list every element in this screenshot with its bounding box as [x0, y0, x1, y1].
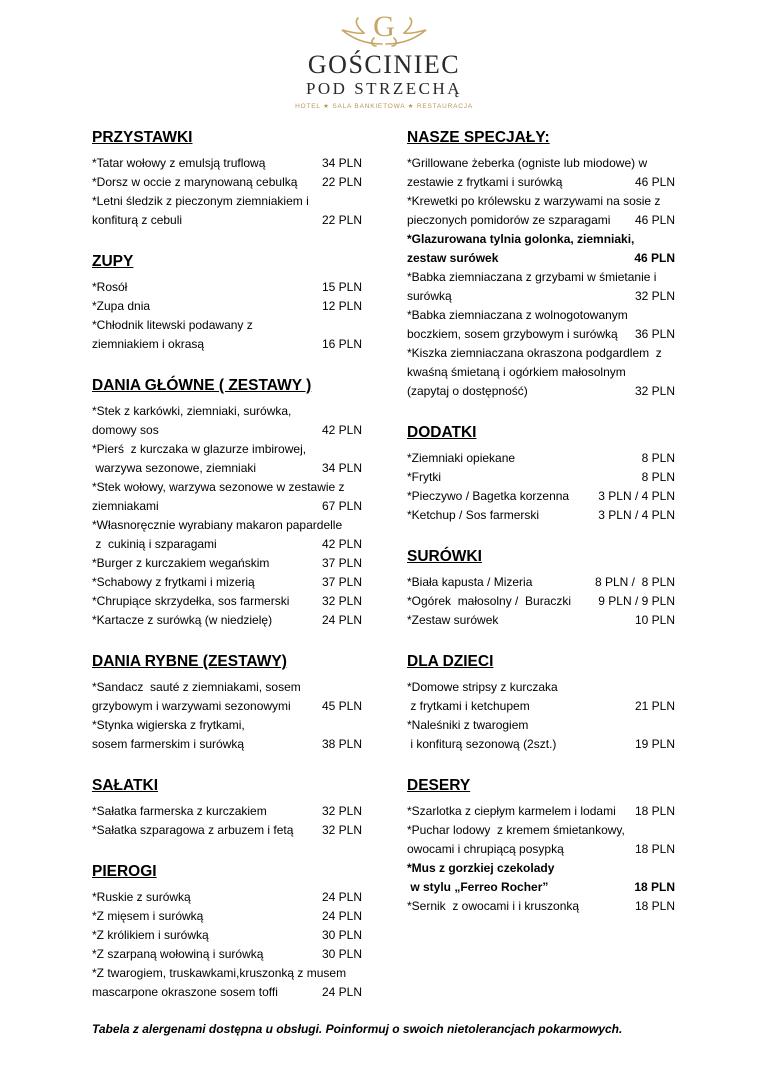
- menu-section: [407, 652, 675, 754]
- menu-item-price: 24 PLN: [321, 985, 362, 999]
- menu-item-price: 24 PLN: [321, 890, 362, 904]
- menu-item: [407, 449, 675, 468]
- menu-item-price: 18 PLN: [634, 880, 675, 894]
- menu-item-name: ziemniakami: [92, 499, 159, 513]
- menu-item-price: 42 PLN: [321, 423, 362, 437]
- section-title: DLA DZIECI: [407, 653, 494, 670]
- menu-item-name: zestawie z frytkami i surówką: [407, 175, 563, 189]
- menu-item-name: zestaw surówek: [407, 251, 499, 265]
- menu-section: [407, 547, 675, 630]
- menu-item-name: *Zestaw surówek: [407, 613, 499, 627]
- menu-item-name: *Schabowy z frytkami i mizerią: [92, 575, 255, 589]
- menu-item: [92, 907, 362, 926]
- menu-item: [92, 154, 362, 173]
- section-title: SURÓWKI: [407, 548, 482, 565]
- menu-item-price: 21 PLN: [634, 699, 675, 713]
- menu-item: [92, 554, 362, 573]
- menu-item-name: *Ziemniaki opiekane: [407, 451, 516, 465]
- menu-item: [407, 506, 675, 525]
- menu-item-name: *Kartacze z surówką (w niedzielę): [92, 613, 273, 627]
- section-title: DANIA GŁÓWNE ( ZESTAWY ): [92, 377, 312, 394]
- menu-item-name: surówką: [407, 289, 452, 303]
- menu-item: [92, 716, 362, 754]
- menu-item-name: *Puchar lodowy z kremem śmietankowy,: [407, 823, 625, 837]
- menu-item-price: 45 PLN: [321, 699, 362, 713]
- menu-item-name: *Ketchup / Sos farmerski: [407, 508, 540, 522]
- menu-item-name: warzywa sezonowe, ziemniaki: [92, 461, 257, 475]
- menu-item: [407, 802, 675, 821]
- menu-item-name: *Glazurowana tylnia golonka, ziemniaki,: [407, 232, 635, 246]
- menu-item-name: *Frytki: [407, 470, 441, 484]
- menu-section: [407, 776, 675, 916]
- menu-item-name: *Z królikiem i surówką: [92, 928, 209, 942]
- menu-item-price: 3 PLN / 4 PLN: [598, 489, 675, 503]
- logo-letter: G: [373, 10, 395, 43]
- menu-item: [407, 592, 675, 611]
- menu-item-name: i konfiturą sezonową (2szt.): [407, 737, 557, 751]
- menu-section: [92, 128, 362, 230]
- menu-column-right: [407, 128, 675, 938]
- menu-item-name: *Biała kapusta / Mizeria: [407, 575, 533, 589]
- menu-item-name: pieczonych pomidorów ze szparagami: [407, 213, 611, 227]
- menu-item-name: *Grillowane żeberka (ogniste lub miodowe) w: [407, 156, 648, 170]
- menu-item: [92, 573, 362, 592]
- menu-item-price: 19 PLN: [634, 737, 675, 751]
- menu-section: [407, 128, 675, 401]
- menu-item: [407, 192, 675, 230]
- menu-item-name: *Chrupiące skrzydełka, sos farmerski: [92, 594, 290, 608]
- menu-item-name: *Stek wołowy, warzywa sezonowe w zestawie z: [92, 480, 345, 494]
- menu-item: [92, 592, 362, 611]
- menu-item-name: *Z szarpaną wołowiną i surówką: [92, 947, 264, 961]
- menu-item-price: 22 PLN: [321, 175, 362, 189]
- menu-item-price: 24 PLN: [321, 909, 362, 923]
- menu-item-name: grzybowym i warzywami sezonowymi: [92, 699, 291, 713]
- menu-item-name: kwaśną śmietaną i ogórkiem małosolnym: [407, 365, 626, 379]
- menu-item: [407, 611, 675, 630]
- menu-item: [92, 316, 362, 354]
- menu-item: [92, 402, 362, 440]
- menu-item-name: *Babka ziemniaczana z wolnogotowanym: [407, 308, 628, 322]
- menu-item: [407, 344, 675, 401]
- menu-item-price: 24 PLN: [321, 613, 362, 627]
- menu-item-price: 38 PLN: [321, 737, 362, 751]
- menu-item: [92, 802, 362, 821]
- menu-item-price: 10 PLN: [634, 613, 675, 627]
- menu-item: [407, 573, 675, 592]
- menu-item: [92, 297, 362, 316]
- menu-item-price: 37 PLN: [321, 556, 362, 570]
- section-title: PRZYSTAWKI: [92, 129, 193, 146]
- menu-item-price: 9 PLN / 9 PLN: [598, 594, 675, 608]
- menu-item-name: *Rosół: [92, 280, 128, 294]
- menu-item-name: w stylu „Ferreo Rocher”: [407, 880, 549, 894]
- menu-item-price: 18 PLN: [634, 804, 675, 818]
- menu-item-price: 32 PLN: [321, 804, 362, 818]
- menu-item-price: 37 PLN: [321, 575, 362, 589]
- menu-item-name: mascarpone okraszone sosem toffi: [92, 985, 278, 999]
- menu-item-name: *Chłodnik litewski podawany z: [92, 318, 253, 332]
- menu-section: [407, 423, 675, 525]
- menu-item-price: 30 PLN: [321, 947, 362, 961]
- menu-item-name: *Babka ziemniaczana z grzybami w śmietanie i: [407, 270, 657, 284]
- menu-item: [92, 440, 362, 478]
- section-title: DODATKI: [407, 424, 477, 441]
- menu-item: [407, 306, 675, 344]
- menu-item-price: 32 PLN: [321, 823, 362, 837]
- menu-item-name: *Krewetki po królewsku z warzywami na sosie z: [407, 194, 661, 208]
- menu-item-name: sosem farmerskim i surówką: [92, 737, 245, 751]
- menu-item: [407, 154, 675, 192]
- menu-item: [92, 192, 362, 230]
- menu-item-price: 8 PLN: [641, 451, 675, 465]
- menu-section: [92, 652, 362, 754]
- menu-item-name: z frytkami i ketchupem: [407, 699, 530, 713]
- menu-item: [92, 516, 362, 554]
- brand-subtitle: POD STRZECHĄ: [305, 79, 463, 98]
- section-title: SAŁATKI: [92, 777, 159, 794]
- brand-name: GOŚCINIEC: [307, 50, 461, 79]
- menu-item-price: 16 PLN: [321, 337, 362, 351]
- menu-item-name: *Dorsz w occie z marynowaną cebulką: [92, 175, 298, 189]
- menu-item-name: *Stynka wigierska z frytkami,: [92, 718, 245, 732]
- menu-item-price: 18 PLN: [634, 842, 675, 856]
- menu-item-name: *Kiszka ziemniaczana okraszona podgardlem z: [407, 346, 662, 360]
- menu-item-name: *Pierś z kurczaka w glazurze imbirowej,: [92, 442, 307, 456]
- menu-item-price: 3 PLN / 4 PLN: [598, 508, 675, 522]
- section-title: NASZE SPECJAŁY:: [407, 129, 550, 146]
- menu-item: [407, 821, 675, 859]
- menu-item-name: *Z twarogiem, truskawkami,kruszonką z musem: [92, 966, 347, 980]
- menu-item: [407, 678, 675, 716]
- menu-item: [407, 897, 675, 916]
- menu-item: [92, 278, 362, 297]
- menu-item: [92, 611, 362, 630]
- menu-item-name: *Szarlotka z ciepłym karmelem i lodami: [407, 804, 616, 818]
- menu-item-price: 46 PLN: [634, 175, 675, 189]
- menu-item-price: 46 PLN: [634, 251, 675, 265]
- section-title: PIEROGI: [92, 863, 157, 880]
- menu-section: [92, 862, 362, 1002]
- menu-item-name: *Sandacz sauté z ziemniakami, sosem: [92, 680, 301, 694]
- menu-item: [92, 678, 362, 716]
- menu-item-name: *Sernik z owocami i i kruszonką: [407, 899, 580, 913]
- menu-item: [92, 926, 362, 945]
- menu-item-name: *Stek z karkówki, ziemniaki, surówka,: [92, 404, 292, 418]
- menu-item-name: *Burger z kurczakiem wegańskim: [92, 556, 270, 570]
- menu-column-left: [92, 128, 362, 1024]
- menu-item-name: ziemniakiem i okrasą: [92, 337, 205, 351]
- menu-item: [92, 478, 362, 516]
- menu-item-name: *Pieczywo / Bagetka korzenna: [407, 489, 570, 503]
- menu-item-price: 22 PLN: [321, 213, 362, 227]
- menu-item-price: 46 PLN: [634, 213, 675, 227]
- menu-item-name: *Ogórek małosolny / Buraczki: [407, 594, 572, 608]
- menu-item: [92, 173, 362, 192]
- menu-item-name: *Własnoręcznie wyrabiany makaron papardelle: [92, 518, 343, 532]
- menu-item-name: z cukinią i szparagami: [92, 537, 217, 551]
- menu-item: [407, 468, 675, 487]
- menu-item-name: *Tatar wołowy z emulsją truflową: [92, 156, 266, 170]
- menu-item-name: *Sałatka farmerska z kurczakiem: [92, 804, 267, 818]
- section-title: ZUPY: [92, 253, 134, 270]
- menu-item-name: *Ruskie z surówką: [92, 890, 191, 904]
- menu-item: [92, 964, 362, 1002]
- menu-item-name: *Naleśniki z twarogiem: [407, 718, 529, 732]
- menu-item: [92, 888, 362, 907]
- menu-item-price: 67 PLN: [321, 499, 362, 513]
- menu-item-price: 36 PLN: [634, 327, 675, 341]
- menu-item: [407, 716, 675, 754]
- menu-item-name: konfiturą z cebuli: [92, 213, 183, 227]
- menu-section: [92, 376, 362, 630]
- menu-section: [92, 252, 362, 354]
- menu-item-name: *Sałatka szparagowa z arbuzem i fetą: [92, 823, 294, 837]
- menu-item-name: *Z mięsem i surówką: [92, 909, 204, 923]
- section-title: DANIA RYBNE (ZESTAWY): [92, 653, 287, 670]
- logo-crest-icon: [324, 8, 444, 50]
- menu-item-price: 18 PLN: [634, 899, 675, 913]
- menu-item-name: owocami i chrupiącą posypką: [407, 842, 564, 856]
- logo: [0, 8, 768, 110]
- menu-item-name: domowy sos: [92, 423, 159, 437]
- menu-item-price: 32 PLN: [321, 594, 362, 608]
- menu-item-price: 34 PLN: [321, 461, 362, 475]
- menu-item-price: 34 PLN: [321, 156, 362, 170]
- menu-item: [407, 230, 675, 268]
- section-title: DESERY: [407, 777, 471, 794]
- menu-item-name: (zapytaj o dostępność): [407, 384, 528, 398]
- menu-item: [407, 268, 675, 306]
- menu-section: [92, 776, 362, 840]
- menu-item-price: 8 PLN: [641, 470, 675, 484]
- menu-item: [92, 945, 362, 964]
- menu-item-price: 32 PLN: [634, 289, 675, 303]
- menu-item-name: *Mus z gorzkiej czekolady: [407, 861, 555, 875]
- menu-item: [407, 487, 675, 506]
- menu-item-name: *Letni śledzik z pieczonym ziemniakiem i: [92, 194, 309, 208]
- menu-item-name: *Zupa dnia: [92, 299, 151, 313]
- menu-item-price: 30 PLN: [321, 928, 362, 942]
- menu-item-price: 32 PLN: [634, 384, 675, 398]
- menu-item: [407, 859, 675, 897]
- menu-item-name: boczkiem, sosem grzybowym i surówką: [407, 327, 618, 341]
- menu-item-price: 12 PLN: [321, 299, 362, 313]
- brand-tagline: HOTEL ★ SALA BANKIETOWA ★ RESTAURACJA: [295, 103, 473, 110]
- menu-item-name: *Domowe stripsy z kurczaka: [407, 680, 558, 694]
- menu-item-price: 8 PLN / 8 PLN: [594, 575, 675, 589]
- menu-item-price: 42 PLN: [321, 537, 362, 551]
- menu-item-price: 15 PLN: [321, 280, 362, 294]
- allergen-note: Tabela z alergenami dostępna u obsługi. Poinformuj o swoich nietolerancjach pokarmowych.: [92, 1022, 623, 1036]
- menu-item: [92, 821, 362, 840]
